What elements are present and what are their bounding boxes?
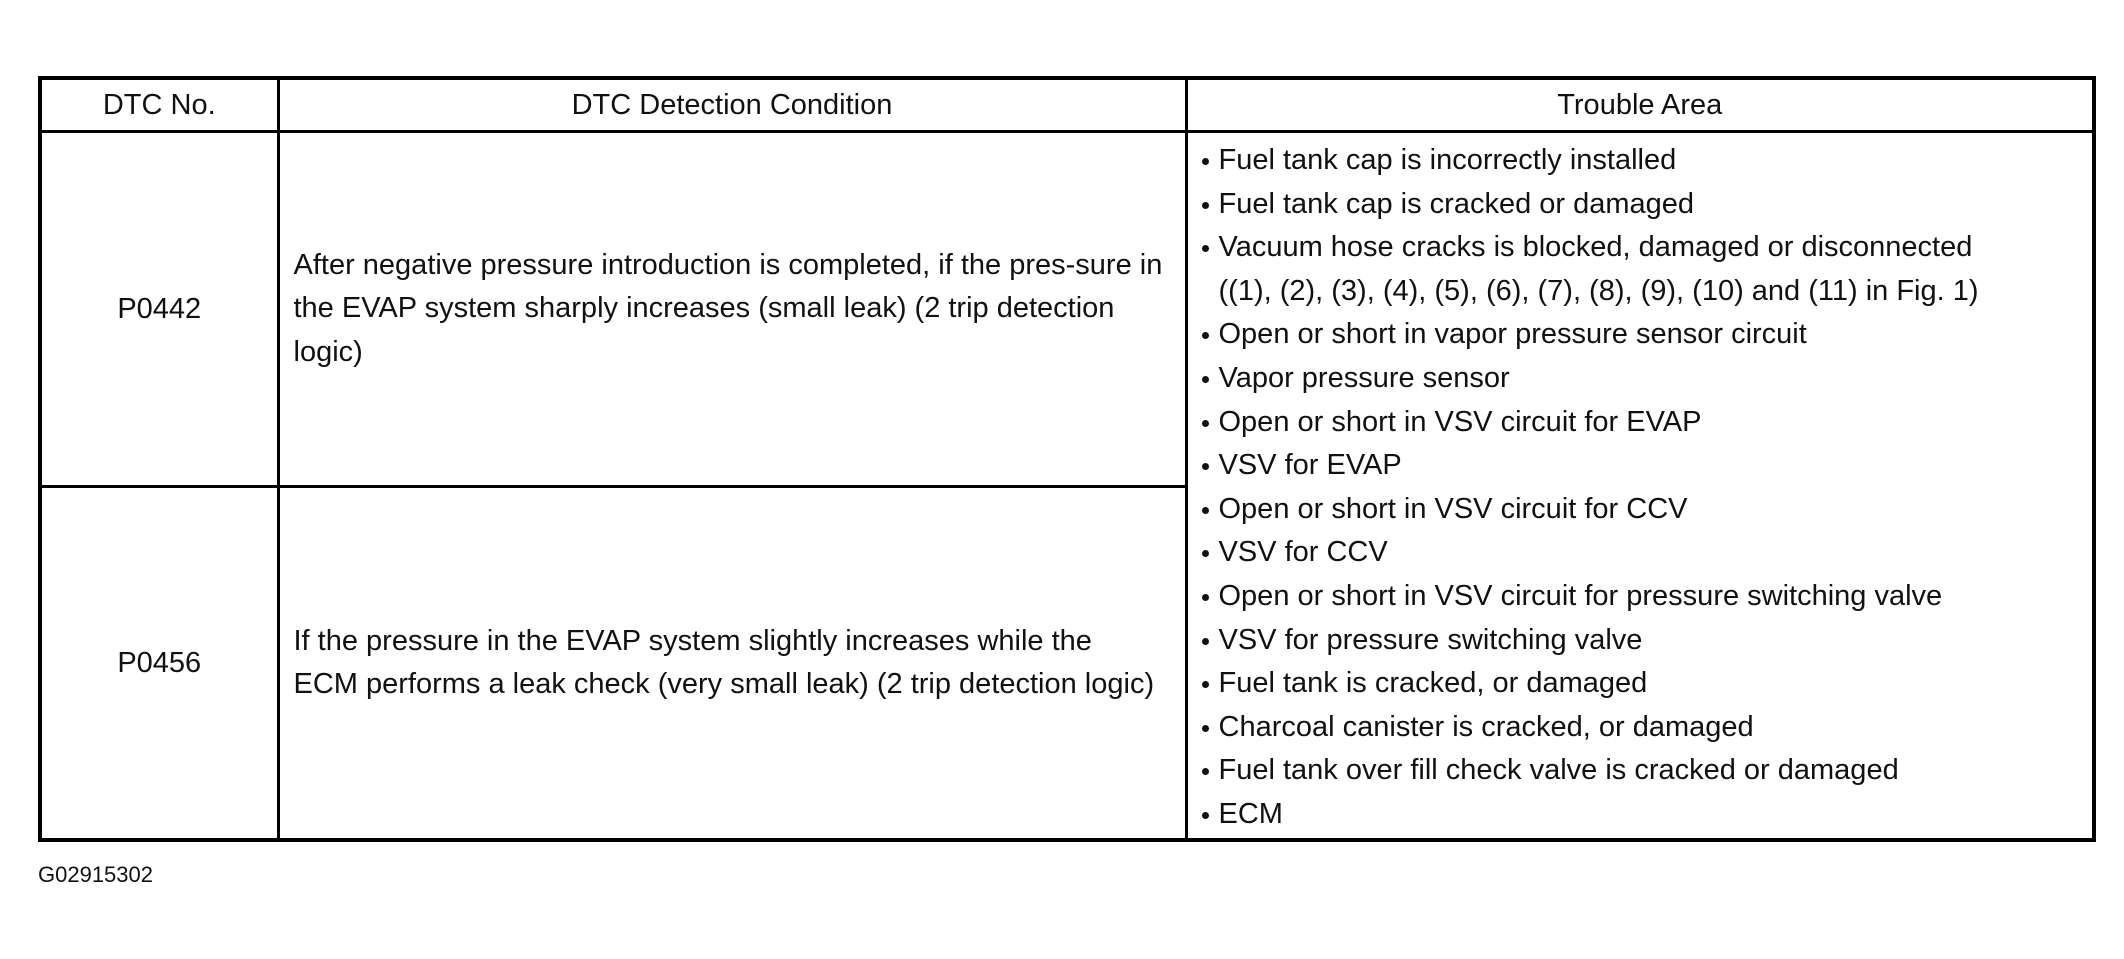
trouble-area-list	[1188, 133, 2093, 837]
trouble-area-cell	[1186, 132, 2094, 841]
header-dtc-no: DTC No.	[40, 78, 278, 132]
figure-id-label: G02915302	[38, 862, 153, 887]
list-item: VSV for pressure switching valve	[1202, 619, 2083, 663]
list-item-continuation: ((1), (2), (3), (4), (5), (6), (7), (8), (9), (10) and (11) in Fig. 1)	[1218, 274, 1979, 307]
table-row	[40, 132, 2094, 487]
list-item: Open or short in VSV circuit for CCV	[1202, 488, 2083, 532]
header-row	[40, 78, 2094, 132]
list-item: Open or short in VSV circuit for EVAP	[1202, 401, 2083, 445]
list-item: Open or short in vapor pressure sensor circuit	[1202, 313, 2083, 357]
list-item: VSV for EVAP	[1202, 444, 2083, 488]
list-item: Fuel tank over fill check valve is cracked or damaged	[1202, 749, 2083, 793]
list-item: ECM	[1202, 793, 2083, 837]
dtc-table	[38, 76, 2096, 842]
detection-condition-cell	[278, 487, 1186, 840]
detection-condition-text: If the pressure in the EVAP system slightly increases while the ECM performs a leak check (very small leak) (2 trip detection logic)	[293, 624, 1155, 701]
header-detection-condition: DTC Detection Condition	[278, 78, 1186, 132]
table-header	[40, 78, 2094, 132]
detection-condition-cell	[278, 132, 1186, 487]
list-item: Fuel tank cap is incorrectly installed	[1202, 139, 2083, 183]
list-item: Vapor pressure sensor	[1202, 357, 2083, 401]
list-item: Fuel tank cap is cracked or damaged	[1202, 183, 2083, 227]
header-trouble-area: Trouble Area	[1186, 78, 2094, 132]
list-item: Vacuum hose cracks is blocked, damaged or disconnected	[1202, 226, 2083, 270]
list-item: Charcoal canister is cracked, or damaged	[1202, 706, 2083, 750]
list-item: Fuel tank is cracked, or damaged	[1202, 662, 2083, 706]
list-item: VSV for CCV	[1202, 531, 2083, 575]
dtc-code-cell: P0442	[40, 132, 278, 487]
list-item: Open or short in VSV circuit for pressure switching valve	[1202, 575, 2083, 619]
dtc-code-cell: P0456	[40, 487, 278, 840]
detection-condition-text: After negative pressure introduction is completed, if the pres-sure in the EVAP system sharply increases (small leak) (2 trip detection logic)	[293, 248, 1163, 368]
